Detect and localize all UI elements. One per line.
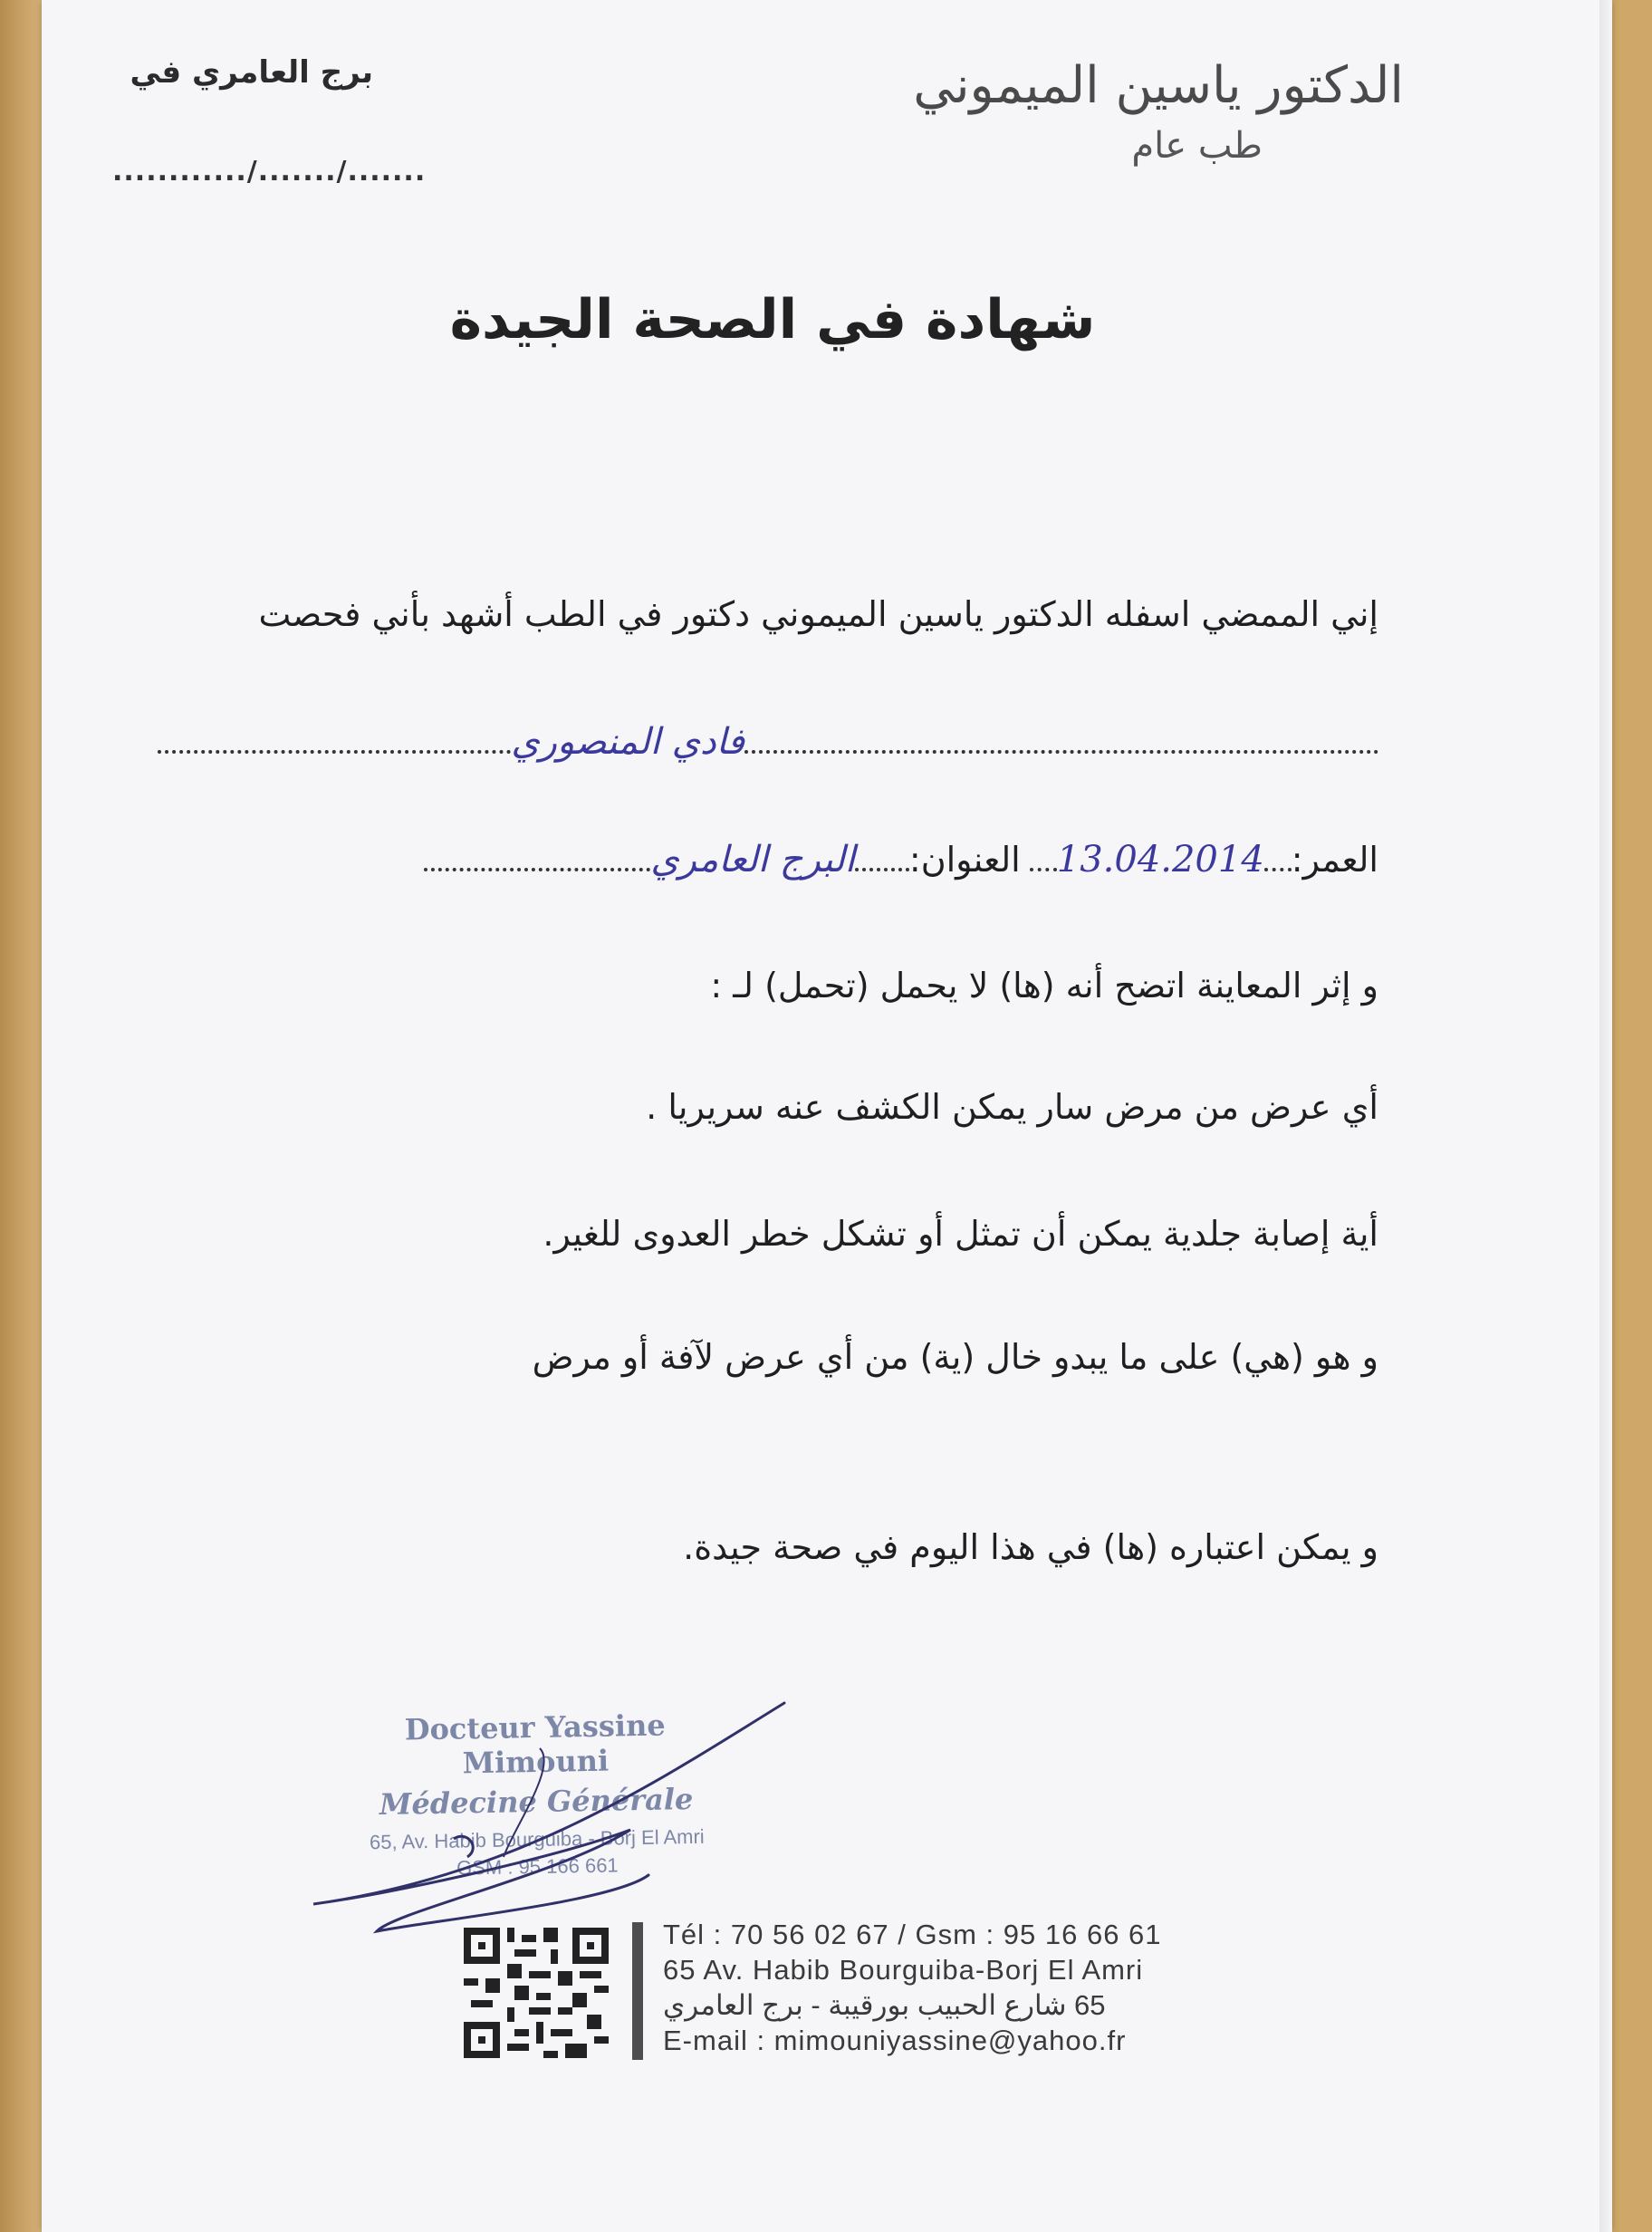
address-handwritten: البرج العامري: [650, 839, 855, 880]
dotted-line: [744, 741, 1378, 754]
body-line-findings: و إثر المعاينة اتضح أنه (ها) لا يحمل (تحمل) لـ :: [710, 966, 1378, 1005]
age-handwritten: 13.04.2014: [1056, 839, 1264, 880]
footer-address-ar: 65 شارع الحبيب بورقيبة - برج العامري: [663, 1989, 1106, 2021]
age-address-row: [424, 839, 1378, 880]
body-line-examination: إني الممضي اسفله الدكتور ياسين الميموني دكتور في الطب أشهد بأني فحصت: [258, 594, 1378, 634]
dotted-line: [1264, 859, 1292, 871]
footer-contact: [663, 1917, 1162, 2058]
body-line-skin: أية إصابة جلدية يمكن أن تمثل أو تشكل خطر العدوى للغير.: [543, 1214, 1378, 1254]
dotted-line: [424, 859, 650, 871]
stamp-address: 65, Av. Habib Bourguiba - Borj El Amri: [369, 1824, 705, 1854]
footer-divider: [632, 1922, 643, 2060]
stamp-gsm: GSM : 95 166 661: [456, 1853, 619, 1880]
body-line-contagious: أي عرض من مرض سار يمكن الكشف عنه سريريا .: [646, 1087, 1378, 1127]
date-placeholder: ............/......./.......: [112, 156, 427, 188]
dotted-line: [1030, 859, 1057, 871]
desk-background: [0, 0, 43, 2232]
age-label: العمر:: [1291, 840, 1378, 880]
certificate-page: [42, 0, 1612, 2232]
footer-address-fr: 65 Av. Habib Bourguiba-Borj El Amri: [663, 1954, 1144, 1986]
footer-email: E-mail : mimouniyassine@yahoo.fr: [663, 2025, 1127, 2056]
dotted-line: [855, 859, 909, 871]
doctor-specialty: طب عام: [1131, 125, 1263, 167]
patient-name-handwritten: فادي المنصوري: [511, 721, 744, 763]
stamp-specialty: Médecine Générale: [379, 1781, 694, 1823]
dotted-line: [158, 741, 511, 754]
certificate-title: شهادة في الصحة الجيدة: [449, 288, 1096, 351]
stamp-doctor-name: Docteur Yassine Mimouni: [404, 1708, 666, 1781]
body-line-free-of-disease: و هو (هي) على ما يبدو خال (ية) من أي عرض لآفة أو مرض: [532, 1337, 1378, 1377]
doctor-name-header: الدكتور ياسين الميموني: [913, 56, 1404, 115]
qr-code-icon: [464, 1928, 609, 2058]
patient-name-row: [158, 721, 1378, 763]
address-label: العنوان:: [908, 840, 1021, 880]
location-label: برج العامري في: [130, 54, 373, 91]
footer-phone: Tél : 70 56 02 67 / Gsm : 95 16 66 61: [663, 1919, 1162, 1950]
body-line-conclusion: و يمكن اعتباره (ها) في هذا اليوم في صحة جيدة.: [683, 1527, 1378, 1567]
